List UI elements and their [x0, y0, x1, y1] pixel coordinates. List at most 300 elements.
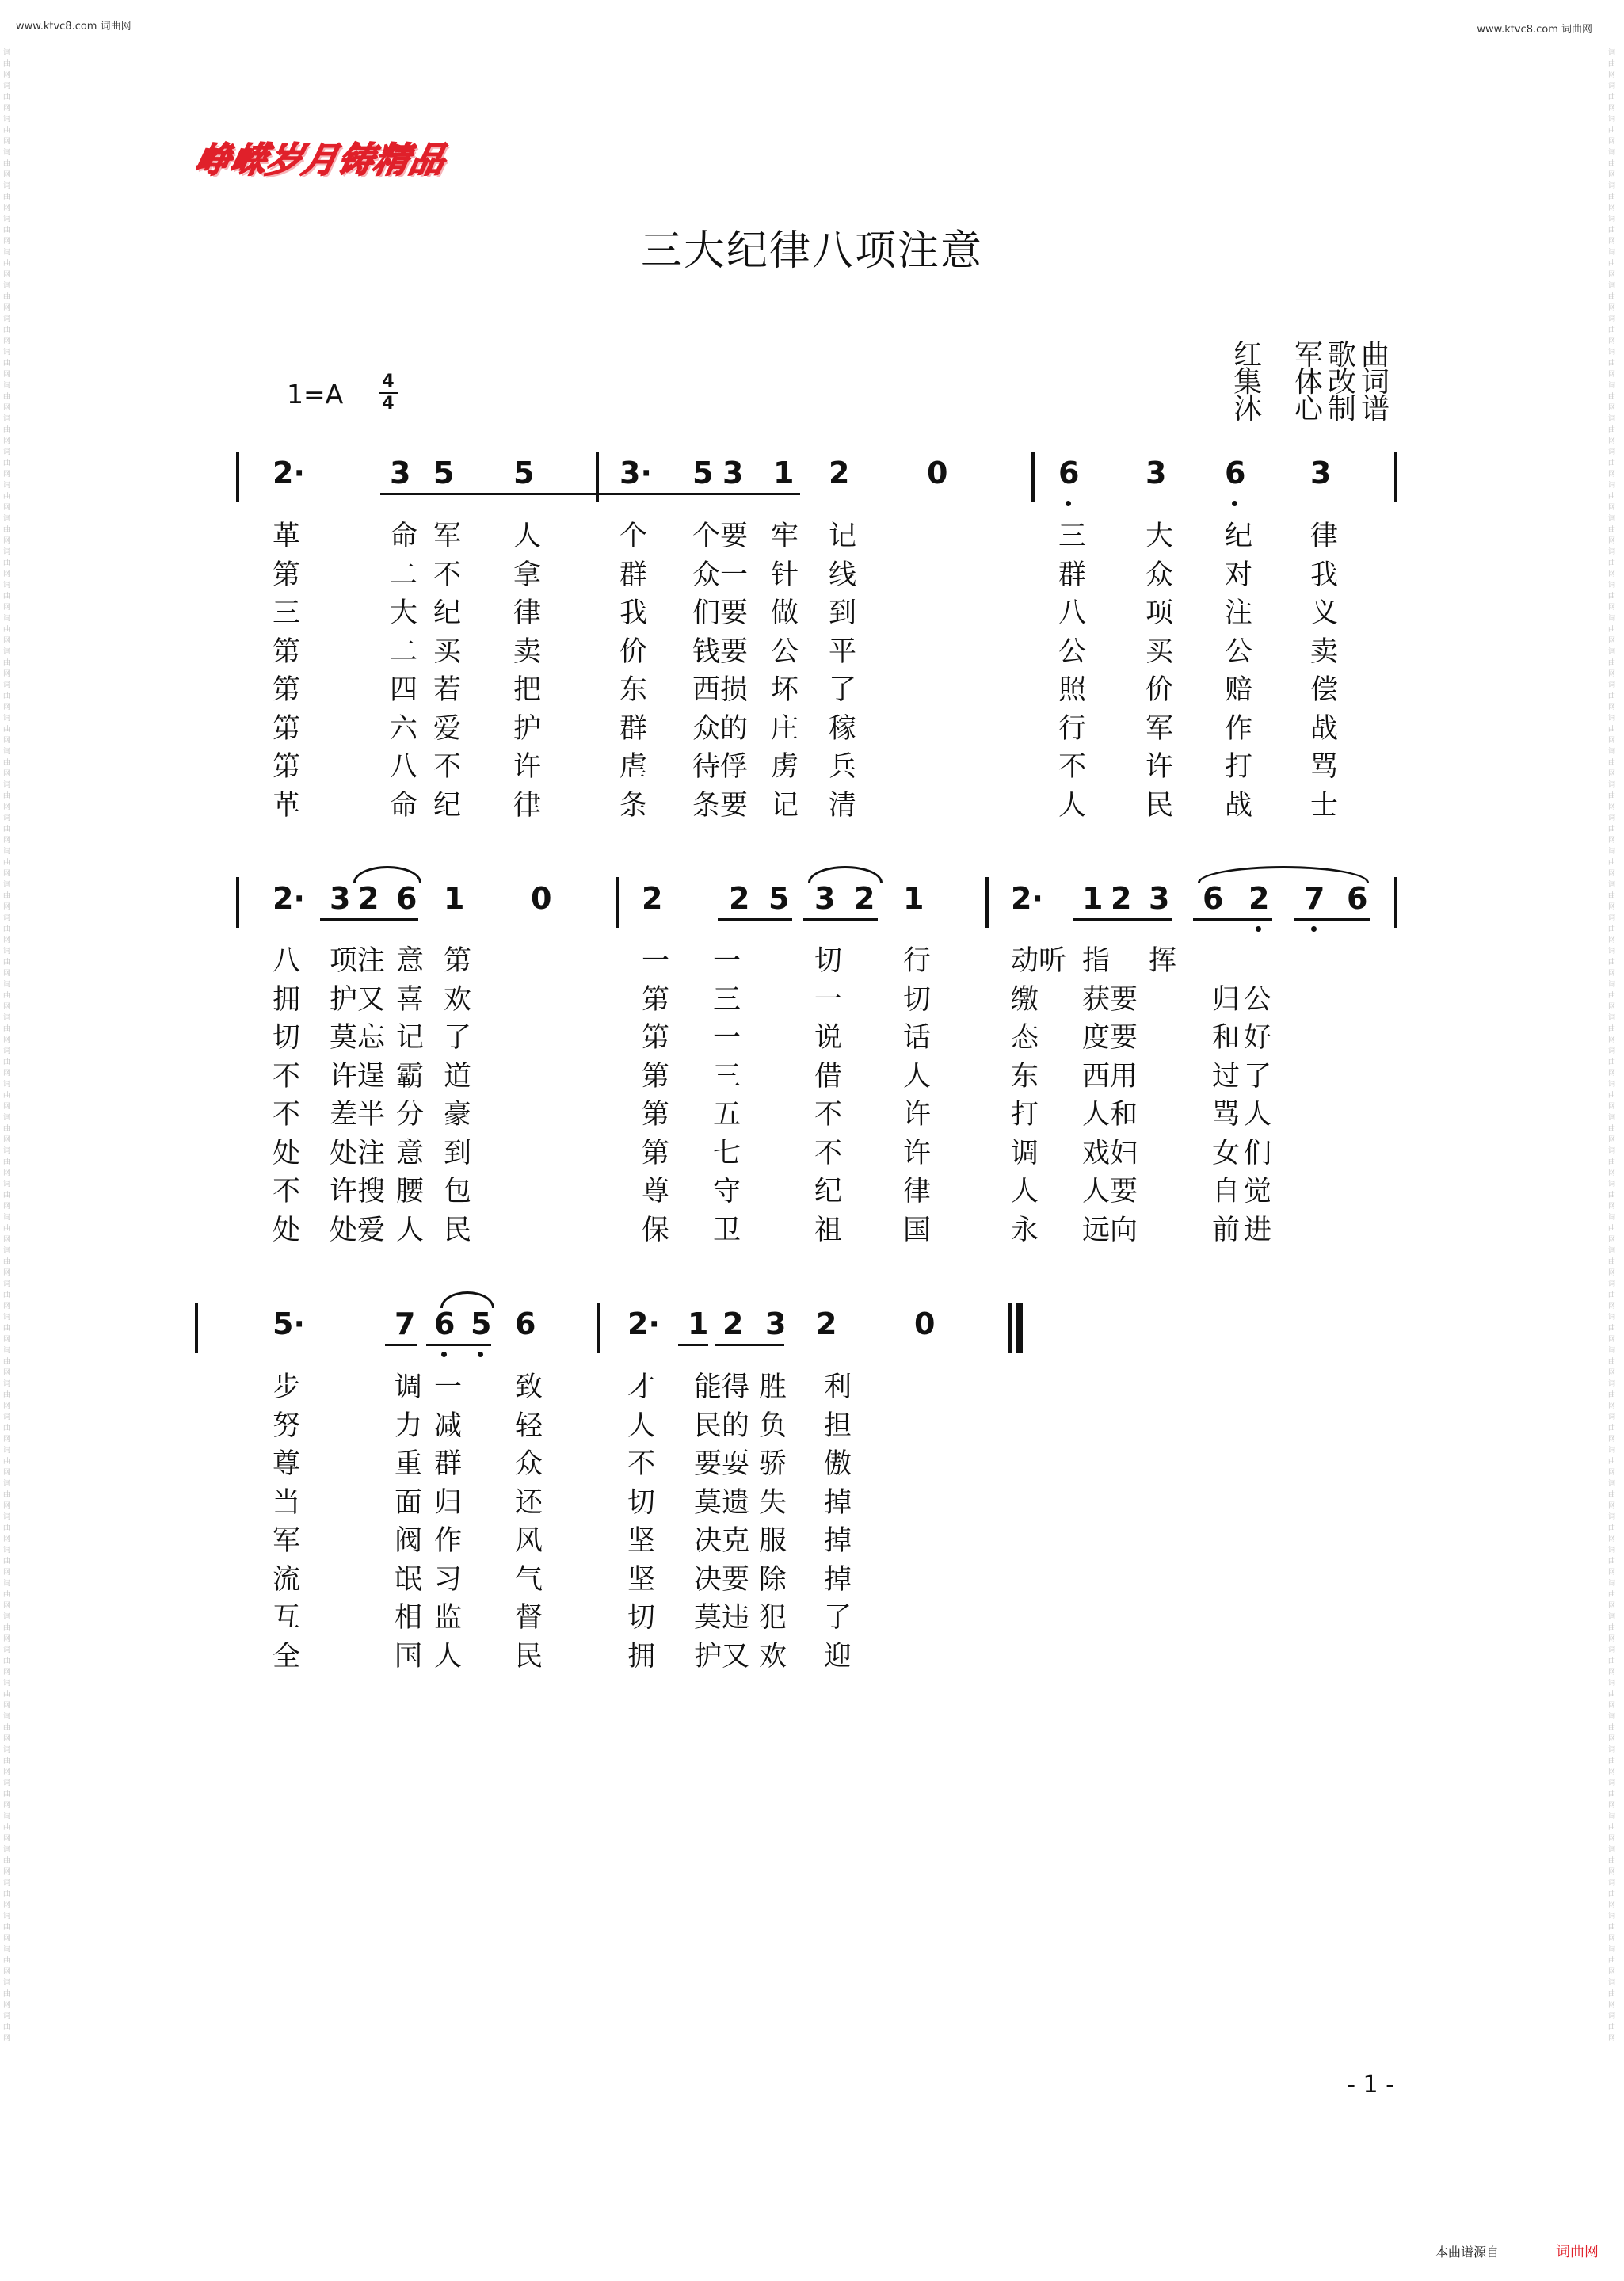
lyric-syllable: 兵: [829, 751, 857, 783]
lyric-syllable: 莫遗: [694, 1486, 750, 1519]
lyric-syllable: 第: [273, 635, 301, 668]
lyric-syllable: 不: [627, 1448, 656, 1480]
lyric-syllable: 做: [771, 597, 799, 629]
lyric-syllable: 革: [273, 521, 301, 552]
lyric-syllable: 骂: [1212, 1099, 1241, 1131]
lyric-syllable: 意: [396, 945, 425, 977]
lyric-syllable: 民: [515, 1640, 543, 1673]
lyric-syllable: 偿: [1310, 674, 1339, 706]
lyric-syllable: 致: [515, 1371, 543, 1403]
lyric-syllable: 豪: [444, 1099, 472, 1131]
lyric-syllable: 喜: [396, 983, 425, 1016]
note: 5: [768, 881, 790, 916]
note: 2: [358, 881, 379, 916]
lyric-syllable: 不: [273, 1099, 301, 1131]
page-number: - 1 -: [1347, 2071, 1394, 2099]
lyric-syllable: 不: [1058, 751, 1087, 783]
lyric-syllable: 全: [273, 1640, 301, 1673]
lyric-syllable: 动听: [1011, 945, 1067, 977]
lyric-syllable: 第: [642, 1099, 670, 1131]
note: 3: [1149, 881, 1170, 916]
tie-slur: [1198, 866, 1369, 883]
lyric-syllable: 许: [1146, 751, 1174, 783]
note: 2: [722, 1306, 744, 1341]
bar-line: [236, 452, 239, 502]
lyric-syllable: 把: [513, 674, 542, 706]
key-signature: 1=A: [287, 379, 344, 410]
lyric-syllable: 第: [273, 559, 301, 591]
lyric-syllable: 坚: [627, 1525, 656, 1557]
lyric-syllable: 第: [444, 945, 472, 977]
tie-slur: [353, 866, 421, 883]
lyric-syllable: 尊: [642, 1176, 670, 1207]
lyric-syllable: 众: [1146, 559, 1174, 591]
bar-line: [1031, 452, 1035, 502]
lyric-syllable: 三: [273, 597, 301, 629]
lyric-syllable: 切: [814, 945, 843, 977]
lyric-syllable: 我: [619, 597, 648, 629]
lyric-syllable: 打: [1011, 1099, 1039, 1131]
note-beam: [718, 918, 792, 921]
note: 2: [642, 881, 663, 916]
lyric-syllable: 祖: [814, 1214, 843, 1246]
tie-slur: [440, 1291, 494, 1308]
lyric-syllable: 八: [1058, 597, 1087, 629]
lyric-syllable: 钱要: [692, 635, 749, 668]
lyric-syllable: 努: [273, 1409, 301, 1442]
note-beam: [320, 918, 418, 921]
lyric-syllable: 不: [273, 1060, 301, 1093]
lyric-syllable: 记: [396, 1022, 425, 1054]
lyric-syllable: 人: [1244, 1099, 1272, 1131]
lyric-syllable: 许搜: [330, 1176, 386, 1207]
credit-arranger: 沐 心制谱: [1233, 393, 1394, 425]
note: 2: [816, 1306, 837, 1341]
lyric-syllable: 减: [434, 1409, 463, 1442]
lyric-syllable: 五: [713, 1099, 741, 1131]
note: 6: [434, 1306, 456, 1341]
note: 5·: [273, 1306, 305, 1341]
lyric-syllable: 自: [1212, 1176, 1241, 1207]
lyric-syllable: 护又: [694, 1640, 750, 1673]
lyric-syllable: 过: [1212, 1060, 1241, 1093]
lyric-syllable: 东: [619, 674, 648, 706]
lyric-syllable: 战: [1225, 789, 1253, 822]
lyric-syllable: 群: [1058, 559, 1087, 591]
lyric-syllable: 第: [642, 1137, 670, 1169]
octave-dot: [1311, 926, 1317, 932]
octave-dot: [478, 1352, 483, 1357]
lyric-syllable: 军: [273, 1525, 301, 1557]
lyric-syllable: 步: [273, 1371, 301, 1403]
lyric-syllable: 挥: [1149, 945, 1177, 977]
note-beam: [380, 493, 800, 495]
lyric-syllable: 众一: [692, 559, 749, 591]
lyric-syllable: 战: [1310, 712, 1339, 745]
bar-line: [1016, 1303, 1023, 1353]
lyric-syllable: 缴: [1011, 983, 1039, 1016]
lyric-syllable: 虏: [771, 751, 799, 783]
lyric-syllable: 了: [444, 1022, 472, 1054]
note: 3: [1146, 456, 1167, 490]
lyric-syllable: 人: [627, 1409, 656, 1442]
lyric-syllable: 军: [1146, 712, 1174, 745]
lyric-syllable: 处: [273, 1137, 301, 1169]
note: 0: [531, 881, 552, 916]
lyric-syllable: 觉: [1244, 1176, 1272, 1207]
lyric-syllable: 远向: [1082, 1214, 1138, 1246]
lyric-syllable: 众: [515, 1448, 543, 1480]
lyric-syllable: 公: [771, 635, 799, 668]
tie-slur: [808, 866, 883, 883]
note: 2·: [273, 881, 305, 916]
note: 7: [1304, 881, 1325, 916]
bar-line: [1008, 1303, 1012, 1353]
note-beam: [1294, 918, 1370, 921]
octave-dot: [1066, 501, 1071, 506]
note-beam: [715, 1344, 784, 1346]
lyric-syllable: 纪: [1225, 521, 1253, 552]
note: 0: [914, 1306, 936, 1341]
lyric-syllable: 分: [396, 1099, 425, 1131]
lyric-syllable: 项: [1146, 597, 1174, 629]
lyric-syllable: 利: [824, 1371, 852, 1403]
lyric-syllable: 国: [903, 1214, 932, 1246]
note: 5: [471, 1306, 492, 1341]
lyric-syllable: 第: [642, 983, 670, 1016]
lyric-syllable: 服: [759, 1525, 787, 1557]
lyric-syllable: 担: [824, 1409, 852, 1442]
lyric-syllable: 人: [434, 1640, 463, 1673]
lyric-syllable: 莫违: [694, 1602, 750, 1634]
lyric-syllable: 话: [903, 1022, 932, 1054]
lyric-syllable: 了: [1244, 1060, 1272, 1093]
lyric-syllable: 监: [434, 1602, 463, 1634]
credit-composer: 红 军歌曲: [1233, 339, 1394, 372]
lyric-syllable: 大: [390, 597, 418, 629]
lyric-syllable: 决克: [694, 1525, 750, 1557]
lyric-syllable: 坚: [627, 1563, 656, 1596]
lyric-syllable: 处爱: [330, 1214, 386, 1246]
lyric-syllable: 切: [903, 983, 932, 1016]
lyric-syllable: 不: [273, 1176, 301, 1207]
lyric-syllable: 犯: [759, 1602, 787, 1634]
lyric-syllable: 价: [1146, 674, 1174, 706]
lyric-syllable: 一: [713, 1022, 741, 1054]
note-beam: [803, 918, 878, 921]
bar-line: [985, 877, 989, 928]
lyric-syllable: 项注: [330, 945, 386, 977]
lyric-syllable: 革: [273, 789, 301, 822]
note: 2·: [627, 1306, 660, 1341]
lyric-syllable: 士: [1310, 789, 1339, 822]
lyric-syllable: 拥: [273, 983, 301, 1016]
lyric-syllable: 爱: [433, 712, 462, 745]
lyric-syllable: 指: [1082, 945, 1111, 977]
lyric-syllable: 若: [433, 674, 462, 706]
note: 3: [814, 881, 836, 916]
lyric-syllable: 切: [627, 1486, 656, 1519]
lyric-syllable: 四: [390, 674, 418, 706]
note: 3: [765, 1306, 787, 1341]
lyric-syllable: 民的: [694, 1409, 750, 1442]
note: 6: [1225, 456, 1246, 490]
lyric-syllable: 不: [814, 1137, 843, 1169]
time-signature: [379, 372, 398, 414]
note: 1: [773, 456, 795, 490]
site-mark-left[interactable]: www.ktvc8.com 词曲网: [16, 21, 132, 32]
lyric-syllable: 相: [395, 1602, 423, 1634]
lyric-syllable: 拿: [513, 559, 542, 591]
lyric-syllable: 大: [1146, 521, 1174, 552]
note: 3: [722, 456, 744, 490]
lyric-syllable: 律: [903, 1176, 932, 1207]
credit-lyricist: 集 体改词: [1233, 366, 1394, 399]
lyric-syllable: 作: [434, 1525, 463, 1557]
note: 5: [513, 456, 535, 490]
lyric-syllable: 人和: [1082, 1099, 1138, 1131]
lyric-syllable: 和: [1212, 1022, 1241, 1054]
lyric-syllable: 调: [1011, 1137, 1039, 1169]
note: 2: [1248, 881, 1270, 916]
note: 5: [692, 456, 714, 490]
lyric-syllable: 流: [273, 1563, 301, 1596]
lyric-syllable: 迎: [824, 1640, 852, 1673]
lyric-syllable: 国: [395, 1640, 423, 1673]
bar-line: [597, 1303, 600, 1353]
lyric-syllable: 八: [390, 751, 418, 783]
lyric-syllable: 注: [1225, 597, 1253, 629]
lyric-syllable: 公: [1244, 983, 1272, 1016]
lyric-syllable: 阀: [395, 1525, 423, 1557]
note: 2: [829, 456, 850, 490]
lyric-syllable: 不: [433, 751, 462, 783]
lyric-syllable: 能得: [694, 1371, 750, 1403]
lyric-syllable: 归: [434, 1486, 463, 1519]
lyric-syllable: 霸: [396, 1060, 425, 1093]
lyric-syllable: 坏: [771, 674, 799, 706]
note: 6: [515, 1306, 536, 1341]
lyric-syllable: 纪: [433, 789, 462, 822]
lyric-syllable: 二: [390, 635, 418, 668]
lyric-syllable: 群: [619, 712, 648, 745]
lyric-syllable: 命: [390, 789, 418, 822]
lyric-syllable: 前: [1212, 1214, 1241, 1246]
watermark-strip-left: 词曲网词曲网词曲网词曲网词曲网词曲网词曲网词曲网词曲网词曲网词曲网词曲网词曲网词曲网词曲网词曲网词曲网词曲网词曲网词曲网词曲网词曲网词曲网词曲网词曲网词曲网词曲网词曲网词曲网词曲网词曲网词曲网词曲网词曲网词曲网词曲网词曲网词曲网词曲网词曲网词曲网词曲网词曲网词曲网词曲网词曲网词曲网词曲网词曲网词曲网词曲网词曲网词曲网词曲网词曲网词曲网词曲网词曲网词曲网词曲网: [3, 49, 11, 2043]
lyric-syllable: 意: [396, 1137, 425, 1169]
note-beam: [385, 1344, 417, 1346]
lyric-syllable: 公: [1225, 635, 1253, 668]
bar-line: [616, 877, 619, 928]
lyric-syllable: 条要: [692, 789, 749, 822]
note: 1: [1082, 881, 1104, 916]
lyric-syllable: 东: [1011, 1060, 1039, 1093]
lyric-syllable: 律: [1310, 521, 1339, 552]
lyric-syllable: 护: [513, 712, 542, 745]
lyric-syllable: 尊: [273, 1448, 301, 1480]
lyric-syllable: 个: [619, 521, 648, 552]
lyric-syllable: 调: [395, 1371, 423, 1403]
lyric-syllable: 命: [390, 521, 418, 552]
lyric-syllable: 一: [814, 983, 843, 1016]
lyric-syllable: 民: [444, 1214, 472, 1246]
lyric-syllable: 女: [1212, 1137, 1241, 1169]
lyric-syllable: 行: [903, 945, 932, 977]
lyric-syllable: 胜: [759, 1371, 787, 1403]
lyric-syllable: 道: [444, 1060, 472, 1093]
lyric-syllable: 纪: [814, 1176, 843, 1207]
lyric-syllable: 打: [1225, 751, 1253, 783]
lyric-syllable: 个要: [692, 521, 749, 552]
lyric-syllable: 互: [273, 1602, 301, 1634]
lyric-syllable: 二: [390, 559, 418, 591]
lyric-syllable: 买: [433, 635, 462, 668]
lyric-syllable: 一: [713, 945, 741, 977]
lyric-syllable: 七: [713, 1137, 741, 1169]
note-beam: [1073, 918, 1172, 921]
lyric-syllable: 八: [273, 945, 301, 977]
lyric-syllable: 当: [273, 1486, 301, 1519]
lyric-syllable: 重: [395, 1448, 423, 1480]
lyric-syllable: 人: [1011, 1176, 1039, 1207]
lyric-syllable: 了: [824, 1602, 852, 1634]
lyric-syllable: 到: [444, 1137, 472, 1169]
note-beam: [678, 1344, 708, 1346]
note: 1: [688, 1306, 709, 1341]
lyric-syllable: 第: [273, 751, 301, 783]
lyric-syllable: 价: [619, 635, 648, 668]
lyric-syllable: 义: [1310, 597, 1339, 629]
lyric-syllable: 欢: [444, 983, 472, 1016]
lyric-syllable: 不: [433, 559, 462, 591]
lyric-syllable: 律: [513, 789, 542, 822]
lyric-syllable: 永: [1011, 1214, 1039, 1246]
lyric-syllable: 赔: [1225, 674, 1253, 706]
lyric-syllable: 了: [829, 674, 857, 706]
lyric-syllable: 风: [515, 1525, 543, 1557]
lyric-syllable: 切: [273, 1022, 301, 1054]
lyric-syllable: 包: [444, 1176, 472, 1207]
lyric-syllable: 第: [642, 1022, 670, 1054]
lyric-syllable: 掉: [824, 1525, 852, 1557]
lyric-syllable: 律: [513, 597, 542, 629]
octave-dot: [441, 1352, 447, 1357]
note-beam: [426, 1344, 491, 1346]
lyric-syllable: 说: [814, 1022, 843, 1054]
note: 2: [729, 881, 750, 916]
lyric-syllable: 虐: [619, 751, 648, 783]
note: 6: [396, 881, 417, 916]
lyric-syllable: 卖: [1310, 635, 1339, 668]
lyric-syllable: 处: [273, 1214, 301, 1246]
lyric-syllable: 度要: [1082, 1022, 1138, 1054]
lyric-syllable: 除: [759, 1563, 787, 1596]
lyric-syllable: 莫忘: [330, 1022, 386, 1054]
note: 3: [1310, 456, 1332, 490]
lyric-syllable: 失: [759, 1486, 787, 1519]
lyric-syllable: 们: [1244, 1137, 1272, 1169]
lyric-syllable: 三: [1058, 521, 1087, 552]
bar-line: [195, 1303, 198, 1353]
note: 6: [1058, 456, 1080, 490]
lyric-syllable: 许: [903, 1137, 932, 1169]
lyric-syllable: 众的: [692, 712, 749, 745]
lyric-syllable: 照: [1058, 674, 1087, 706]
note-beam: [1193, 918, 1272, 921]
lyric-syllable: 傲: [824, 1448, 852, 1480]
lyric-syllable: 差半: [330, 1099, 386, 1131]
lyric-syllable: 六: [390, 712, 418, 745]
lyric-syllable: 氓: [395, 1563, 423, 1596]
lyric-syllable: 还: [515, 1486, 543, 1519]
lyric-syllable: 一: [434, 1371, 463, 1403]
lyric-syllable: 归: [1212, 983, 1241, 1016]
lyric-syllable: 线: [829, 559, 857, 591]
lyric-syllable: 人: [396, 1214, 425, 1246]
lyric-syllable: 牢: [771, 521, 799, 552]
lyric-syllable: 第: [642, 1060, 670, 1093]
lyric-syllable: 人: [1058, 789, 1087, 822]
note: 1: [444, 881, 465, 916]
time-signature-bottom: 4: [382, 394, 395, 414]
lyric-syllable: 负: [759, 1409, 787, 1442]
lyric-syllable: 作: [1225, 712, 1253, 745]
lyric-syllable: 待俘: [692, 751, 749, 783]
lyric-syllable: 戏妇: [1082, 1137, 1138, 1169]
logo: 峥嵘岁月铸精品: [191, 140, 450, 181]
lyric-syllable: 保: [642, 1214, 670, 1246]
note: 7: [395, 1306, 416, 1341]
lyric-syllable: 督: [515, 1602, 543, 1634]
note: 2: [854, 881, 875, 916]
lyric-syllable: 西用: [1082, 1060, 1138, 1093]
lyric-syllable: 进: [1244, 1214, 1272, 1246]
note: 1: [903, 881, 924, 916]
octave-dot: [1232, 501, 1237, 506]
site-mark-right[interactable]: www.ktvc8.com 词曲网: [1477, 24, 1592, 36]
lyric-syllable: 骂: [1310, 751, 1339, 783]
note: 2: [1111, 881, 1132, 916]
lyric-syllable: 行: [1058, 712, 1087, 745]
lyric-syllable: 许: [513, 751, 542, 783]
lyric-syllable: 切: [627, 1602, 656, 1634]
lyric-syllable: 好: [1244, 1022, 1272, 1054]
lyric-syllable: 记: [829, 521, 857, 552]
note: 6: [1347, 881, 1368, 916]
note: 3: [330, 881, 351, 916]
lyric-syllable: 习: [434, 1563, 463, 1596]
lyric-syllable: 气: [515, 1563, 543, 1596]
bar-line: [236, 877, 239, 928]
lyric-syllable: 欢: [759, 1640, 787, 1673]
lyric-syllable: 一: [642, 945, 670, 977]
lyric-syllable: 腰: [396, 1176, 425, 1207]
lyric-syllable: 针: [771, 559, 799, 591]
lyric-syllable: 条: [619, 789, 648, 822]
lyric-syllable: 才: [627, 1371, 656, 1403]
lyric-syllable: 许: [903, 1099, 932, 1131]
lyric-syllable: 清: [829, 789, 857, 822]
lyric-syllable: 到: [829, 597, 857, 629]
lyric-syllable: 公: [1058, 635, 1087, 668]
lyric-syllable: 西损: [692, 674, 749, 706]
lyric-syllable: 骄: [759, 1448, 787, 1480]
lyric-syllable: 三: [713, 1060, 741, 1093]
lyric-syllable: 军: [433, 521, 462, 552]
footer-source-logo[interactable]: 词曲网: [1556, 2244, 1599, 2260]
lyric-syllable: 面: [395, 1486, 423, 1519]
lyric-syllable: 态: [1011, 1022, 1039, 1054]
